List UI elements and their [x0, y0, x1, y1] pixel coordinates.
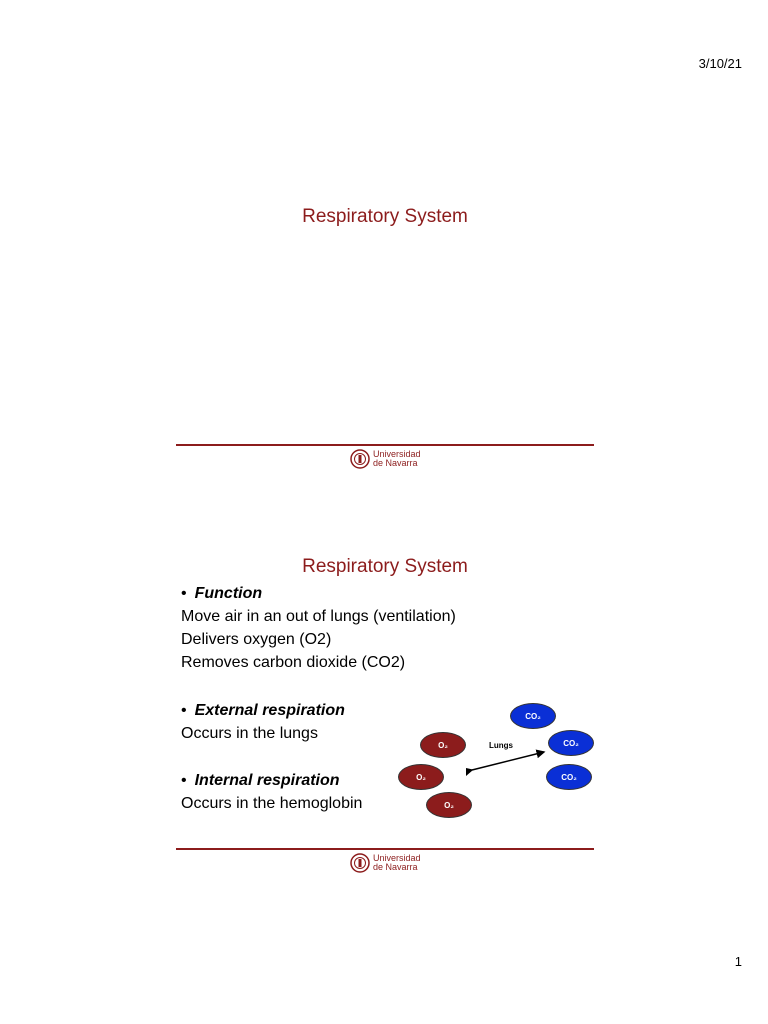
university-logo: [350, 448, 421, 470]
bullet-heading: • Function: [181, 585, 263, 602]
logo-line-2: de Navarra: [373, 458, 418, 468]
o2-molecule: O₂: [420, 732, 466, 758]
university-seal-icon: [350, 448, 370, 470]
body-line: Occurs in the lungs: [181, 725, 318, 742]
o2-molecule: O₂: [426, 792, 472, 818]
slide-1-divider: [176, 444, 594, 446]
logo-line-2: de Navarra: [373, 862, 418, 872]
co2-molecule: CO₂: [510, 703, 556, 729]
page-number: 1: [734, 954, 742, 969]
body-line: Removes carbon dioxide (CO2): [181, 654, 406, 671]
university-seal-icon: [350, 852, 370, 874]
body-line: Delivers oxygen (O2): [181, 631, 332, 648]
slide-2: [176, 540, 594, 880]
slide-2-divider: [176, 848, 594, 850]
bullet-heading: • External respiration: [181, 702, 345, 719]
external-respiration-section: [181, 699, 345, 745]
internal-respiration-section: [181, 769, 362, 815]
slide-1: [176, 150, 594, 480]
body-line: Move air in an out of lungs (ventilation): [181, 608, 456, 625]
body-line: Occurs in the hemoglobin: [181, 795, 363, 812]
co2-molecule: CO₂: [548, 730, 594, 756]
slide-2-title: Respiratory System: [302, 556, 468, 577]
o2-molecule: O₂: [398, 764, 444, 790]
logo-line-1: Universidad: [373, 853, 421, 863]
university-logo: [350, 852, 421, 874]
function-section: [181, 582, 456, 674]
exchange-arrow-icon: [466, 746, 550, 776]
bullet-heading: • Internal respiration: [181, 772, 340, 789]
date-stamp: 3/10/21: [698, 56, 742, 71]
co2-molecule: CO₂: [546, 764, 592, 790]
lungs-label: Lungs: [489, 741, 513, 750]
slide-1-title: Respiratory System: [302, 206, 468, 227]
logo-line-1: Universidad: [373, 449, 421, 459]
